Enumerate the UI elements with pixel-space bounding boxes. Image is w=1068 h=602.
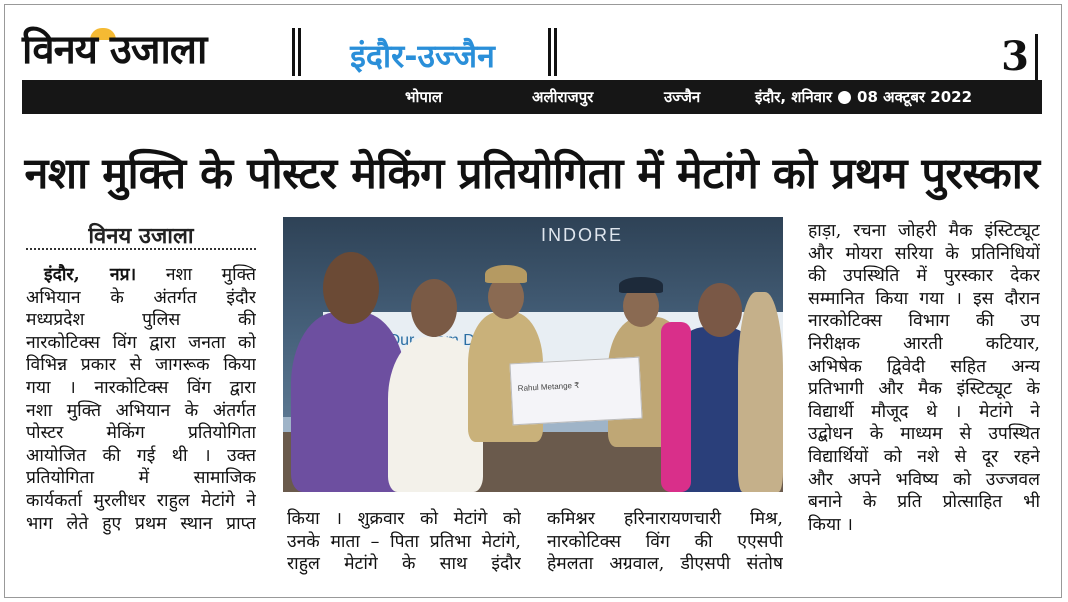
column-line: आयोजित की गई थी । उक्त: [26, 445, 256, 466]
column-line: उद्बोधन के माध्यम से उपस्थित: [808, 424, 1040, 445]
byline-rule: [26, 248, 256, 250]
article-column-4: [808, 220, 1040, 536]
column-line: हेमलता अग्रवाल, डीएसपी संतोष: [547, 554, 783, 575]
city-label: अलीराजपुर: [532, 88, 594, 106]
award-cheque: [509, 357, 642, 426]
city-label: उज्जैन: [664, 88, 701, 106]
column-line-text: नशा मुक्ति: [165, 265, 256, 285]
beret-icon: [619, 277, 663, 293]
section-title: इंदौर-उज्जैन: [350, 37, 495, 75]
column-line: भाग लेते हुए प्रथम स्थान प्राप्त: [26, 513, 256, 534]
column-line: और मोयरा सरिया के प्रतिनिधियों: [808, 243, 1040, 264]
masthead-divider: [292, 28, 295, 76]
article-column-3: [547, 508, 783, 576]
column-line: पोस्टर मेकिंग प्रतियोगिता: [26, 423, 256, 444]
column-line: अभिषेक द्विवेदी सहित अन्य: [808, 356, 1040, 377]
person-head: [411, 279, 457, 337]
column-line: नारकोटिक्स विभाग की उप: [808, 311, 1040, 332]
edition-band: [22, 80, 1042, 114]
column-line: नारकोटिक्स विंग की एएसपी: [547, 531, 783, 552]
column-line: नारकोटिक्स विंग द्वारा जनता को: [26, 332, 256, 353]
newspaper-logo: विनय उजाला: [22, 27, 207, 73]
city-label: भोपाल: [405, 88, 443, 106]
masthead-divider: [554, 28, 557, 76]
person-head: [323, 252, 379, 324]
column-line: उनके माता – पिता प्रतिभा मेटांगे,: [287, 531, 521, 552]
page-number: 3: [995, 34, 1038, 80]
article-column-1: [26, 264, 256, 535]
photo-wall-text: INDORE: [541, 225, 624, 245]
column-line: राहुल मेटांगे के साथ इंदौर: [287, 554, 521, 575]
column-line: कमिश्नर हरिनारायणचारी मिश्र,: [547, 509, 783, 529]
issue-date: 08 अक्टूबर 2022: [857, 88, 973, 106]
column-line: की उपस्थिति में पुरस्कार देकर: [808, 266, 1040, 287]
column-line: प्रतिभागी और मैक इंस्टिट्यूट के: [808, 379, 1040, 400]
police-cap-icon: [485, 265, 527, 283]
column-line: नशा मुक्ति अभियान के अंतर्गत: [26, 400, 256, 421]
column-line: बनाने के प्रति प्रोत्साहित भी: [808, 492, 1040, 513]
column-line: [26, 264, 256, 287]
person-head: [698, 283, 742, 337]
column-line: विद्यार्थियों को नशे से दूर रहने: [808, 446, 1040, 467]
photo-banner-text: Dur...: [388, 332, 427, 349]
article-column-2: [287, 508, 521, 576]
article-photo: [283, 217, 783, 492]
pink-dupatta: [661, 322, 691, 492]
cheque-text: Rahul Metange ₹: [517, 380, 580, 394]
bullet-icon: [838, 91, 851, 104]
column-line: अभियान के अंतर्गत इंदौर: [26, 287, 256, 308]
column-line: निरीक्षक आरती कटियार,: [808, 333, 1040, 354]
masthead-divider: [548, 28, 551, 76]
column-line: सम्मानित किया गया । इस दौरान: [808, 288, 1040, 309]
column-line: गया । नारकोटिक्स विंग द्वारा: [26, 377, 256, 398]
masthead-divider: [298, 28, 301, 76]
column-line: किया ।: [808, 514, 853, 535]
background-officer: [738, 292, 783, 492]
column-line: कार्यकर्ता मुरलीधर राहुल मेटांगे ने: [26, 490, 256, 511]
column-line: मध्यप्रदेश पुलिस की: [26, 310, 256, 331]
dateline: इंदौर, नप्र।: [44, 265, 137, 285]
date-place: इंदौर, शनिवार: [755, 88, 833, 106]
column-line: किया । शुक्रवार को मेटांगे को: [287, 509, 521, 529]
column-line: प्रतियोगिता में सामाजिक: [26, 468, 256, 489]
byline: विनय उजाला: [88, 224, 194, 249]
column-line: विभिन्न प्रकार से जागरूक किया: [26, 355, 256, 376]
article-headline: नशा मुक्ति के पोस्टर मेकिंग प्रतियोगिता में मेटांगे को प्रथम पुरस्कार: [24, 149, 1040, 199]
date-line: [755, 87, 972, 107]
column-line: विद्यार्थी मौजूद थे । मेटांगे ने: [808, 401, 1040, 422]
column-line: और अपने भविष्य को उज्जवल: [808, 469, 1040, 490]
column-line: हाड़ा, रचना जोहरी मैक इंस्टिट्यूट: [808, 221, 1040, 241]
